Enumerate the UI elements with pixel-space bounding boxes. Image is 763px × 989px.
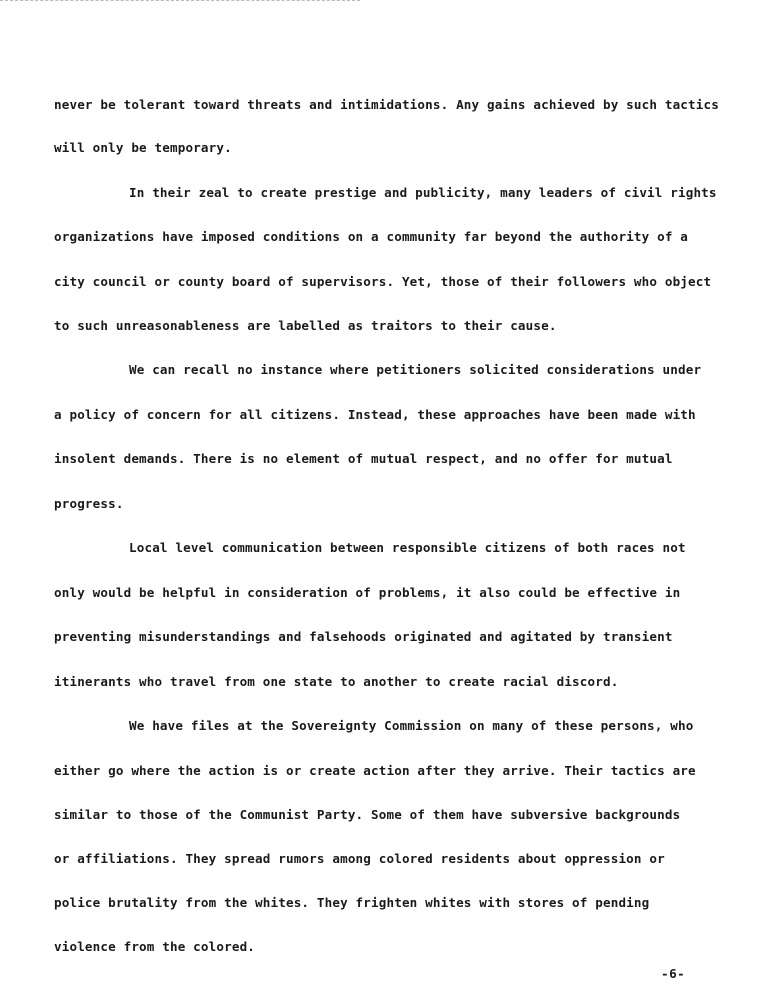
text-line: city council or county board of supervisors. Yet, those of their followers who object <box>54 274 712 289</box>
text-line: preventing misunderstandings and falsehoods originated and agitated by transient <box>54 629 673 644</box>
text-line: insolent demands. There is no element of mutual respect, and no offer for mutual <box>54 451 673 466</box>
paragraph-first-line: We have files at the Sovereignty Commission on many of these persons, who <box>129 718 694 733</box>
text-line: progress. <box>54 496 124 511</box>
page-number: -6- <box>661 966 686 981</box>
text-line: organizations have imposed conditions on a community far beyond the authority of a <box>54 229 689 244</box>
top-dashed-rule <box>0 0 360 1</box>
text-line: itinerants who travel from one state to another to create racial discord. <box>54 674 619 689</box>
text-line: a policy of concern for all citizens. Instead, these approaches have been made with <box>54 407 696 422</box>
text-line: never be tolerant toward threats and intimidations. Any gains achieved by such tactics <box>54 97 719 112</box>
text-line: police brutality from the whites. They frighten whites with stores of pending <box>54 895 650 910</box>
text-line: will only be temporary. <box>54 140 232 155</box>
paragraph-first-line: In their zeal to create prestige and publicity, many leaders of civil rights <box>129 185 717 200</box>
paragraph-first-line: We can recall no instance where petitioners solicited considerations under <box>129 362 702 377</box>
paragraph-first-line: Local level communication between responsible citizens of both races not <box>129 540 686 555</box>
text-line: similar to those of the Communist Party. Some of them have subversive backgrounds <box>54 807 681 822</box>
text-line: either go where the action is or create action after they arrive. Their tactics are <box>54 763 696 778</box>
text-line: to such unreasonableness are labelled as traitors to their cause. <box>54 318 557 333</box>
text-line: violence from the colored. <box>54 939 256 954</box>
text-line: or affiliations. They spread rumors among colored residents about oppression or <box>54 851 665 866</box>
text-line: only would be helpful in consideration of problems, it also could be effective in <box>54 585 681 600</box>
